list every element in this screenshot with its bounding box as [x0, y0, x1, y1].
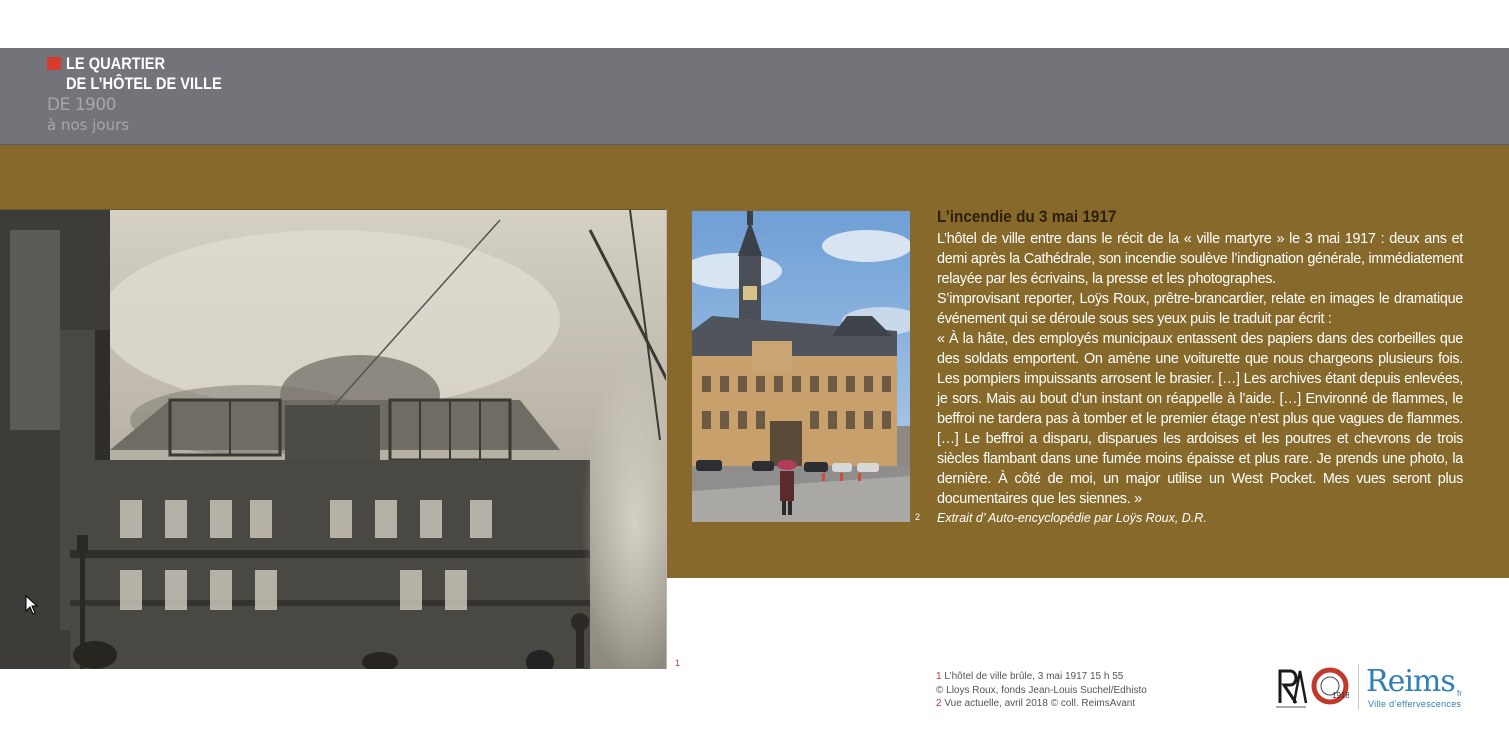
article-body	[937, 229, 1463, 509]
mouse-cursor-icon	[25, 595, 39, 620]
header-bar	[0, 48, 1509, 145]
photo1-number: 1	[675, 658, 681, 668]
caption-1-number: 1	[936, 671, 942, 682]
photo2-number: 2	[915, 512, 921, 522]
caption-2	[936, 697, 1147, 711]
caption-1-text: L’hôtel de ville brûle, 3 mai 1917 15 h 55	[941, 671, 1124, 682]
reims-logo-tagline: Ville d’effervescences	[1368, 699, 1462, 709]
reims-avant-logo	[1274, 665, 1308, 709]
caption-1	[936, 670, 1147, 684]
caption-credit: © Lloys Roux, fonds Jean-Louis Suchel/Edhisto	[936, 684, 1147, 696]
header-subtitle-line1: DE 1900	[47, 95, 116, 115]
centenaire-year: 1918	[1332, 691, 1349, 700]
logo-divider	[1358, 664, 1359, 710]
centenaire-logo	[1311, 666, 1349, 706]
caption-2-text: Vue actuelle, avril 2018 © coll. ReimsAvant	[941, 698, 1136, 709]
photo-hotel-de-ville-2018	[692, 211, 910, 522]
article-paragraph: L’hôtel de ville entre dans le récit de la « ville martyre » le 3 mai 1917 : deux ans et demi après la Cathédrale, son incendie soulève l’indignation générale, immédiatement relayée par les écrivains, la presse et les photographes.	[937, 231, 1463, 287]
reims-logo-wordmark: Reims	[1366, 664, 1455, 699]
article-paragraph: S’improvisant reporter, Loÿs Roux, prêtre-brancardier, relate en images le dramatique événement qui se déroule sous ses yeux puis le traduit par écrit :	[937, 291, 1463, 327]
article-title: L’incendie du 3 mai 1917	[937, 207, 1117, 226]
header-title-line1: LE QUARTIER	[66, 54, 166, 73]
header-title-line2: DE L’HÔTEL DE VILLE	[66, 74, 222, 93]
red-square-marker	[47, 57, 61, 70]
article-source: Extrait d’ Auto-encyclopédie par Loÿs Roux, D.R.	[937, 511, 1207, 525]
photo-captions	[936, 670, 1147, 711]
reims-logo-suffix: fr	[1457, 689, 1462, 698]
caption-2-number: 2	[936, 698, 942, 709]
photo-hotel-de-ville-fire-1917	[0, 209, 667, 669]
article-quote: « À la hâte, des employés municipaux entassent des papiers dans des corbeilles que des soldats emportent. On amène une voiturette que nous chargeons plusieurs fois. Les pompiers impuissants arrosent le brasier. […] Les archives étant depuis enlevées, je sors. Mais au bout d’un instant on réappelle à l’aide. […] Environné de flammes, le beffroi ne tardera pas à tomber et le premier étage n’est plus que vagues de flammes. […] Le beffroi a disparu, disparues les ardoises et les poutres et chevrons de trois siècles flambant dans une fumée moins épaisse et plus rare. Je prends une photo, la dernière. À côté de moi, un major utilise un West Pocket. Mes vues seront plus documentaires que les siennes. »	[937, 331, 1463, 507]
header-subtitle-line2: à nos jours	[47, 116, 130, 134]
